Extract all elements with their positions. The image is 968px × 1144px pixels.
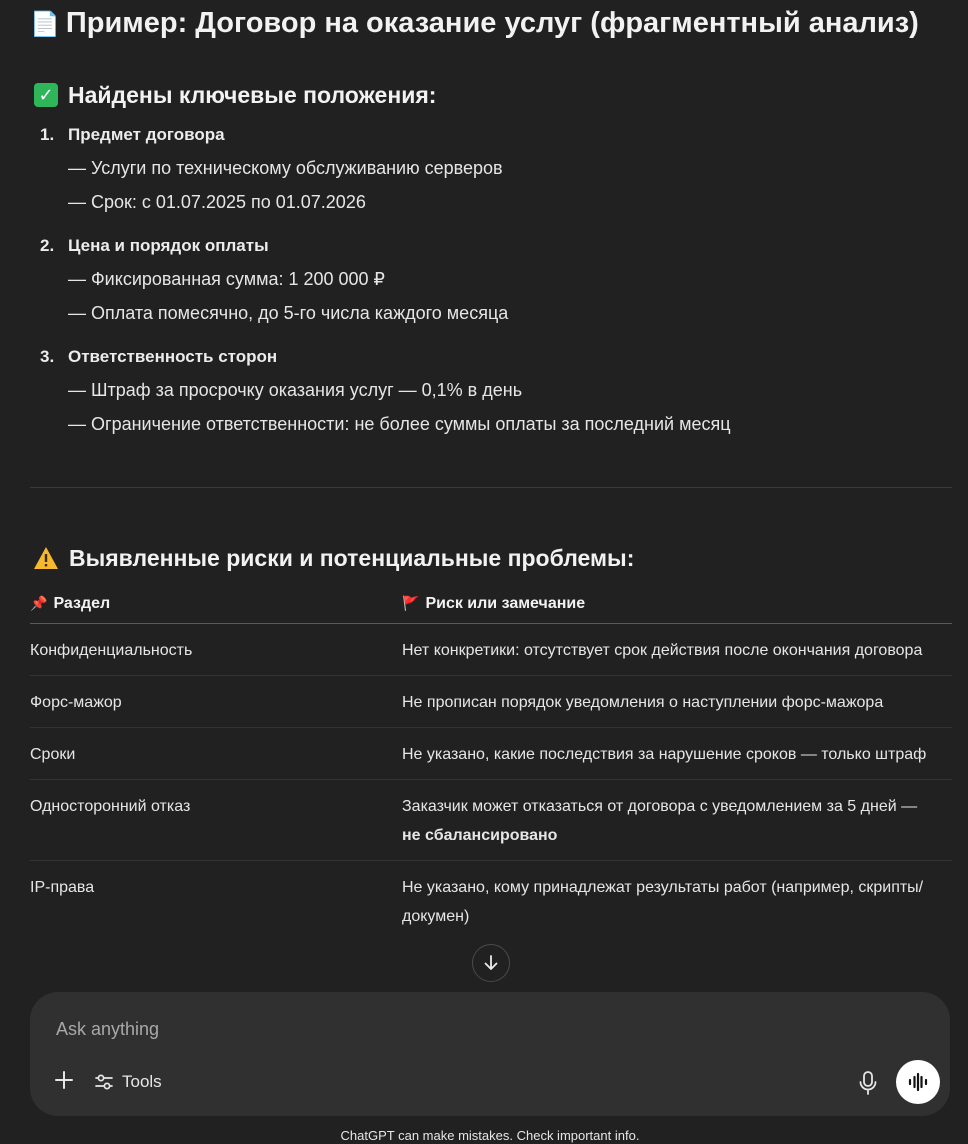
- column-header-section: [30, 585, 402, 624]
- microphone-icon: [856, 1070, 880, 1096]
- list-item: [30, 233, 952, 330]
- section-divider: [30, 487, 952, 488]
- cell-section: Конфиденциальность: [30, 624, 402, 676]
- document-title-text: Пример: Договор на оказание услуг (фрагментный анализ): [65, 7, 919, 39]
- table-row: [30, 861, 952, 942]
- list-item-title: Предмет договора: [68, 125, 225, 144]
- document-title: [30, 0, 952, 44]
- check-mark-icon: ✓: [34, 83, 58, 107]
- table-row: [30, 676, 952, 728]
- disclaimer-text: ChatGPT can make mistakes. Check important info.: [340, 1128, 640, 1143]
- table-header-row: [30, 585, 952, 624]
- waveform-icon: [907, 1072, 929, 1092]
- red-flag-icon: 🚩: [402, 595, 420, 611]
- provisions-heading-text: Найдены ключевые положения:: [68, 82, 437, 108]
- column-header-risk-text: Риск или замечание: [425, 595, 586, 612]
- cell-risk: [402, 861, 952, 942]
- list-item-number: 2.: [40, 236, 55, 255]
- pushpin-icon: 📌: [30, 595, 48, 611]
- tools-button-label: Tools: [122, 1072, 162, 1091]
- add-attachment-button[interactable]: [50, 1068, 78, 1096]
- column-header-risk: [402, 585, 952, 624]
- cell-risk: Не указано, какие последствия за нарушение сроков — только штраф: [402, 728, 952, 780]
- list-item: [30, 344, 952, 441]
- cell-section: IP-права: [30, 879, 95, 896]
- assistant-message: [30, 0, 952, 941]
- cell-section: Сроки: [30, 728, 402, 780]
- sliders-icon: [94, 1072, 114, 1092]
- cell-risk-text: Заказчик может отказаться от договора с уведомлением за 5 дней —: [402, 798, 918, 815]
- cell-risk-bold: не сбалансировано: [402, 827, 558, 844]
- cell-risk: Нет конкретики: отсутствует срок действия после окончания договора: [402, 624, 952, 676]
- list-item-line: — Оплата помесячно, до 5-го числа каждого месяца: [68, 303, 509, 323]
- scroll-to-bottom-button[interactable]: [472, 944, 510, 982]
- provisions-heading: [30, 80, 952, 110]
- voice-mode-button[interactable]: [896, 1060, 940, 1104]
- message-composer: [30, 992, 950, 1116]
- risks-heading: [30, 543, 952, 573]
- list-item: [30, 122, 952, 219]
- table-row: [30, 624, 952, 676]
- list-item-line: — Штраф за просрочку оказания услуг — 0,1% в день: [68, 380, 523, 400]
- dictate-button[interactable]: [856, 1070, 880, 1096]
- risks-table: [30, 585, 952, 941]
- cell-section: Форс-мажор: [30, 676, 402, 728]
- cell-section: Односторонний отказ: [30, 780, 402, 861]
- risks-heading-text: Выявленные риски и потенциальные проблемы:: [69, 545, 635, 571]
- list-item-line: — Ограничение ответственности: не более суммы оплаты за последний месяц: [68, 414, 731, 434]
- prompt-input[interactable]: [54, 1012, 858, 1046]
- list-item-title: Ответственность сторон: [68, 347, 278, 366]
- cell-risk-text: Не указано, кому принадлежат результаты работ (например, скрипты/ докумен: [402, 879, 924, 925]
- list-item-line: — Услуги по техническому обслуживанию серверов: [68, 158, 503, 178]
- arrow-down-icon: [482, 954, 500, 972]
- column-header-section-text: Раздел: [53, 595, 111, 612]
- cell-risk: Не прописан порядок уведомления о наступлении форс-мажора: [402, 676, 952, 728]
- cell-risk: [402, 780, 952, 861]
- document-icon: 📄: [30, 11, 60, 38]
- warning-icon: [33, 546, 59, 570]
- plus-icon: [52, 1068, 76, 1092]
- table-row: [30, 780, 952, 861]
- cell-risk-tail: ): [463, 908, 470, 925]
- provisions-list: [30, 122, 952, 441]
- tools-button[interactable]: [94, 1068, 162, 1096]
- list-item-title: Цена и порядок оплаты: [68, 236, 269, 255]
- list-item-number: 3.: [40, 347, 55, 366]
- list-item-line: — Срок: с 01.07.2025 по 01.07.2026: [68, 192, 366, 212]
- table-row: [30, 728, 952, 780]
- list-item-line: — Фиксированная сумма: 1 200 000 ₽: [68, 269, 385, 289]
- list-item-number: 1.: [40, 125, 55, 144]
